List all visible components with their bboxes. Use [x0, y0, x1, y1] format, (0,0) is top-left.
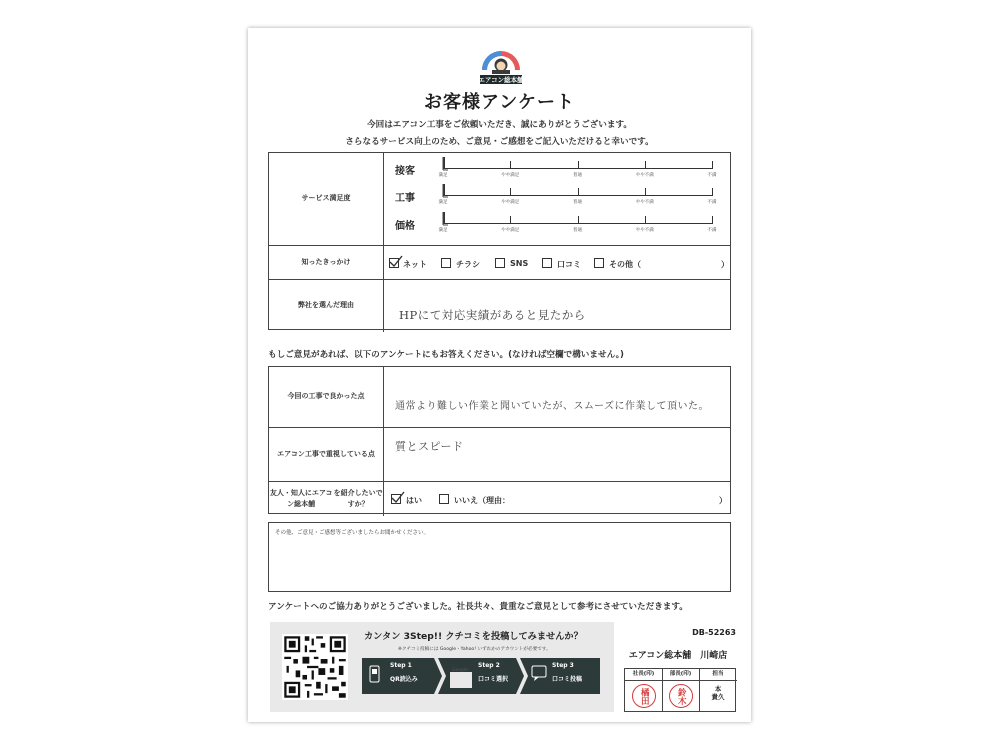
referral-option-no: いいえ（理由：: [454, 496, 510, 505]
scale-label-1-2: 普通: [573, 200, 582, 205]
discovery-checkbox-other[interactable]: [594, 258, 604, 268]
priorities-label-line1: エアコン工事で: [277, 450, 326, 459]
step3-text: 口コミ投稿: [552, 676, 583, 683]
thanks-text: アンケートへのご協力ありがとうございました。社長共々、貴重なご意見として参考にさせていただきます。: [268, 602, 688, 612]
document-number: DB-52263: [692, 628, 736, 637]
brand-logo: [476, 48, 526, 86]
priorities-answer[interactable]: 質とスピード: [395, 440, 464, 453]
scale-label-1-0: 満足: [438, 200, 448, 205]
discovery-option-other: その他（: [609, 260, 641, 269]
other-comments-label: その他、ご意見・ご感想等ございましたらお聞かせください。: [275, 530, 430, 536]
selection-mark-icon: [435, 211, 449, 227]
reason-label: 弊社を選んだ理由: [269, 280, 384, 332]
scale-tick-0-4[interactable]: [712, 161, 713, 169]
scale-tick-1-3[interactable]: [645, 188, 646, 196]
good-points-row: [269, 367, 730, 427]
survey-sheet: [248, 28, 751, 722]
seal-manager: 鈴木: [669, 684, 693, 708]
discovery-checkbox-sns[interactable]: [495, 258, 505, 268]
referral-label-line2: を紹介したいですか？: [333, 488, 383, 508]
scale-tick-0-2[interactable]: [578, 161, 579, 169]
intro-line-2: さらなるサービス向上のため、ご意見・ご感想をご記入いただけると幸いです。: [345, 137, 654, 147]
banner-title: カンタン 3Step!! クチコミを投稿してみませんか？: [364, 631, 583, 642]
staff-name-line2: 貴久: [711, 693, 725, 702]
scale-tick-1-4[interactable]: [712, 188, 713, 196]
selection-mark-icon: [435, 183, 449, 199]
discovery-checkbox-review[interactable]: [542, 258, 552, 268]
referral-row: [269, 481, 730, 516]
priorities-label: [269, 428, 384, 482]
intro-line-1: 今回はエアコン工事をご依頼いただき、誠にありがとうございます。: [367, 120, 632, 130]
priorities-label-line2: 重視している点: [325, 450, 375, 459]
discovery-row: [269, 245, 730, 280]
stamp-box: [624, 668, 736, 712]
scale-name-2: 価格: [395, 221, 415, 232]
qr-code-icon[interactable]: [282, 634, 348, 700]
scale-tick-2-2[interactable]: [578, 216, 579, 224]
discovery-option-review: 口コミ: [557, 260, 581, 269]
step1-text: QR読込み: [390, 676, 418, 683]
store-name: エアコン総本舗 川崎店: [628, 651, 728, 661]
scale-label-1-4: 不満: [707, 200, 717, 205]
scale-label-2-4: 不満: [707, 228, 717, 233]
discovery-other-close: ）: [721, 260, 729, 269]
discovery-option-net: ネット: [403, 260, 427, 269]
banner-note: ※クチコミ投稿には Google・Yahoo! いずれかのアカウントが必要です。: [398, 647, 551, 652]
reason-answer[interactable]: HPにて対応実績があると見たから: [399, 308, 586, 322]
step2-text: 口コミ選択: [478, 676, 509, 683]
scale-tick-2-4[interactable]: [712, 216, 713, 224]
step2-num: Step 2: [478, 662, 500, 669]
page-title: お客様アンケート: [424, 92, 575, 113]
checkmark-icon: [391, 491, 405, 505]
stamp-col-staff: [699, 669, 737, 711]
satisfaction-label: サービス満足度: [269, 153, 384, 245]
scale-label-2-0: 満足: [438, 228, 448, 233]
scale-label-0-2: 普通: [573, 173, 582, 178]
referral-close: ）: [719, 496, 727, 505]
scale-label-1-3: やや不満: [635, 200, 654, 205]
discovery-checkbox-flyer[interactable]: [441, 258, 451, 268]
step3-num: Step 3: [552, 662, 574, 669]
discovery-label: 知ったきっかけ: [269, 246, 384, 280]
scale-label-0-0: 満足: [438, 173, 448, 178]
referral-option-yes: はい: [406, 496, 422, 505]
scale-tick-0-1[interactable]: [510, 161, 511, 169]
stamp-header-president: 社長(印): [625, 669, 662, 681]
scale-label-0-4: 不満: [707, 173, 717, 178]
priorities-row: [269, 427, 730, 482]
stamp-header-manager: 部長(印): [662, 669, 699, 681]
scale-label-2-3: やや不満: [635, 228, 654, 233]
scale-name-0: 接客: [395, 166, 415, 177]
discovery-option-sns: SNS: [510, 259, 529, 268]
stamp-col-manager: [662, 669, 700, 711]
review-banner: [270, 622, 614, 712]
seal-president: 橘田: [632, 684, 656, 708]
referral-label-line1: 友人・知人にエアコン総本舗: [269, 488, 333, 508]
optional-survey-table: [268, 366, 731, 514]
other-comments-box[interactable]: [268, 522, 731, 592]
staff-name-line1: 本: [714, 685, 722, 693]
scale-tick-0-3[interactable]: [645, 161, 646, 169]
scale-label-0-3: やや不満: [635, 173, 654, 178]
main-survey-table: [268, 152, 731, 330]
discovery-checkbox-net[interactable]: [389, 258, 399, 268]
scale-label-0-1: やや満足: [501, 173, 520, 178]
scale-tick-2-1[interactable]: [510, 216, 511, 224]
referral-label: [269, 482, 384, 516]
good-points-label: 今回の工事で良かった点: [269, 367, 384, 427]
satisfaction-row: [269, 153, 730, 245]
checkmark-icon: [389, 255, 403, 269]
scale-name-1: 工事: [395, 193, 415, 204]
reason-row: [269, 279, 730, 332]
stamp-col-president: [625, 669, 663, 711]
referral-checkbox-no[interactable]: [439, 494, 449, 504]
optional-note: もしご意見があれば、以下のアンケートにもお答えください。(なければ空欄で構いません。): [268, 350, 624, 360]
scale-tick-1-1[interactable]: [510, 188, 511, 196]
selection-mark-icon: [435, 156, 449, 172]
referral-checkbox-yes[interactable]: [391, 494, 401, 504]
staff-name: [699, 685, 737, 702]
scale-tick-2-3[interactable]: [645, 216, 646, 224]
good-points-answer[interactable]: 通常より難しい作業と聞いていたが、スムーズに作業して頂いた。: [395, 401, 709, 412]
scale-label-1-1: やや満足: [501, 200, 520, 205]
logo-text: エアコン総本舗: [478, 76, 524, 84]
step1-num: Step 1: [390, 662, 412, 669]
scale-tick-1-2[interactable]: [578, 188, 579, 196]
discovery-option-flyer: チラシ: [456, 260, 480, 269]
store-block: [620, 628, 736, 714]
stamp-header-staff: 担当: [699, 669, 737, 681]
scale-label-2-2: 普通: [573, 228, 582, 233]
scale-label-2-1: やや満足: [501, 228, 520, 233]
google-label: Google: [452, 668, 468, 673]
